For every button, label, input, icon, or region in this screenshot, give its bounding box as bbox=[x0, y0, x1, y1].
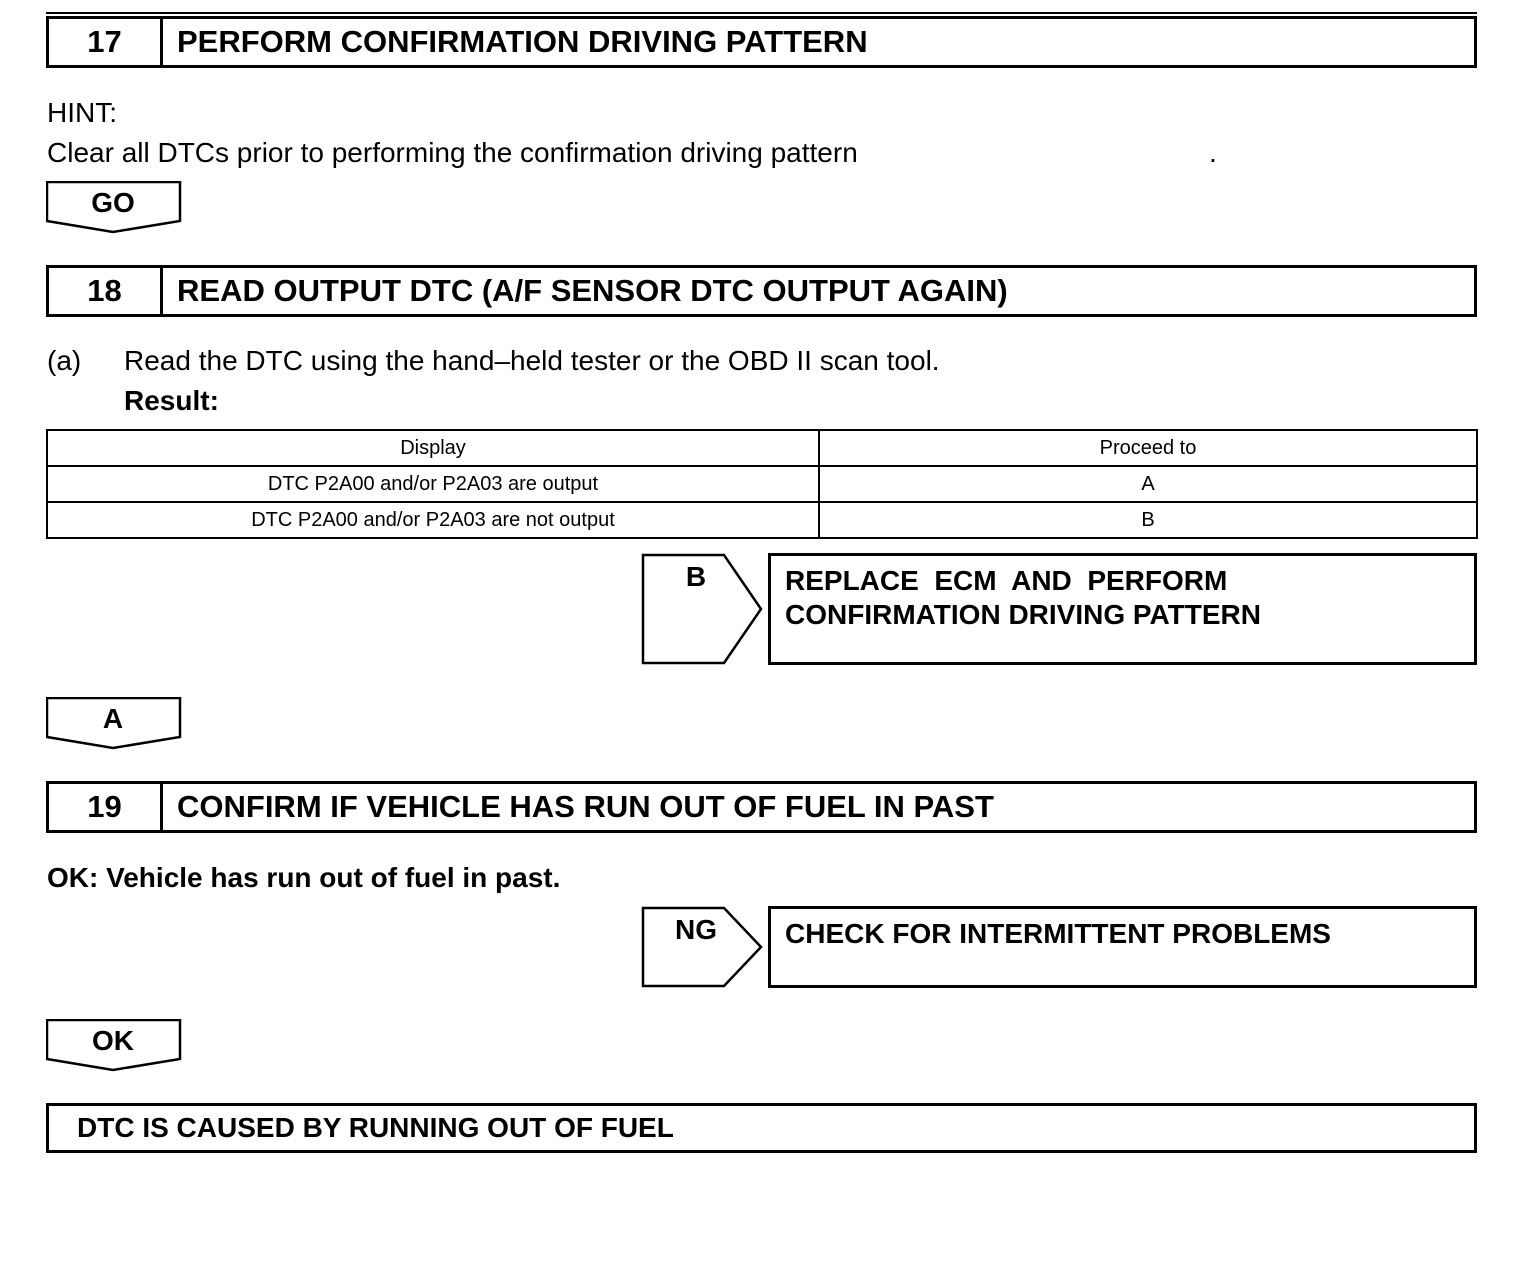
instruction-marker: (a) bbox=[47, 345, 82, 376]
table-cell: B bbox=[819, 502, 1477, 538]
step-title: PERFORM CONFIRMATION DRIVING PATTERN bbox=[177, 24, 868, 59]
step-19-header bbox=[46, 781, 1477, 833]
action-line: CHECK FOR INTERMITTENT PROBLEMS bbox=[785, 918, 1331, 949]
result-table bbox=[46, 429, 1478, 539]
table-cell: DTC P2A00 and/or P2A03 are output bbox=[47, 466, 819, 502]
instruction-text: Read the DTC using the hand–held tester or the OBD II scan tool. bbox=[124, 345, 940, 376]
branch-ng-label: NG bbox=[675, 914, 717, 945]
ok-tag bbox=[46, 1019, 180, 1071]
conclusion-text: DTC IS CAUSED BY RUNNING OUT OF FUEL bbox=[77, 1112, 674, 1143]
a-tag bbox=[46, 697, 180, 749]
step-number: 17 bbox=[49, 19, 163, 65]
action-line: REPLACE ECM AND PERFORM bbox=[785, 565, 1228, 596]
result-label: Result: bbox=[124, 385, 219, 416]
branch-ng-arrow bbox=[641, 906, 763, 989]
step-17-header bbox=[46, 16, 1477, 68]
replace-ecm-action bbox=[768, 553, 1477, 665]
top-rule bbox=[46, 12, 1477, 14]
hint-text: Clear all DTCs prior to performing the confirmation driving pattern bbox=[47, 137, 858, 168]
step-title: CONFIRM IF VEHICLE HAS RUN OUT OF FUEL IN PAST bbox=[177, 789, 994, 824]
step-title: READ OUTPUT DTC (A/F SENSOR DTC OUTPUT AGAIN) bbox=[177, 273, 1008, 308]
table-cell: A bbox=[819, 466, 1477, 502]
ok-tag-label: OK bbox=[92, 1025, 134, 1056]
go-tag-label: GO bbox=[91, 187, 135, 218]
ok-statement: OK: Vehicle has run out of fuel in past. bbox=[47, 862, 561, 893]
check-intermittent-action bbox=[768, 906, 1477, 988]
step-number: 19 bbox=[49, 784, 163, 830]
hint-trailing-dot: . bbox=[1209, 137, 1217, 168]
table-header-row bbox=[47, 430, 1477, 466]
table-header: Display bbox=[47, 430, 819, 466]
conclusion-box bbox=[46, 1103, 1477, 1153]
step-18-header bbox=[46, 265, 1477, 317]
a-tag-label: A bbox=[102, 703, 124, 734]
table-row bbox=[47, 466, 1477, 502]
step-number: 18 bbox=[49, 268, 163, 314]
go-tag bbox=[46, 181, 180, 233]
hint-label: HINT: bbox=[47, 97, 117, 128]
table-cell: DTC P2A00 and/or P2A03 are not output bbox=[47, 502, 819, 538]
branch-b-arrow bbox=[641, 553, 763, 666]
branch-b-label: B bbox=[685, 561, 707, 592]
table-row bbox=[47, 502, 1477, 538]
action-line: CONFIRMATION DRIVING PATTERN bbox=[785, 599, 1261, 630]
table-header: Proceed to bbox=[819, 430, 1477, 466]
